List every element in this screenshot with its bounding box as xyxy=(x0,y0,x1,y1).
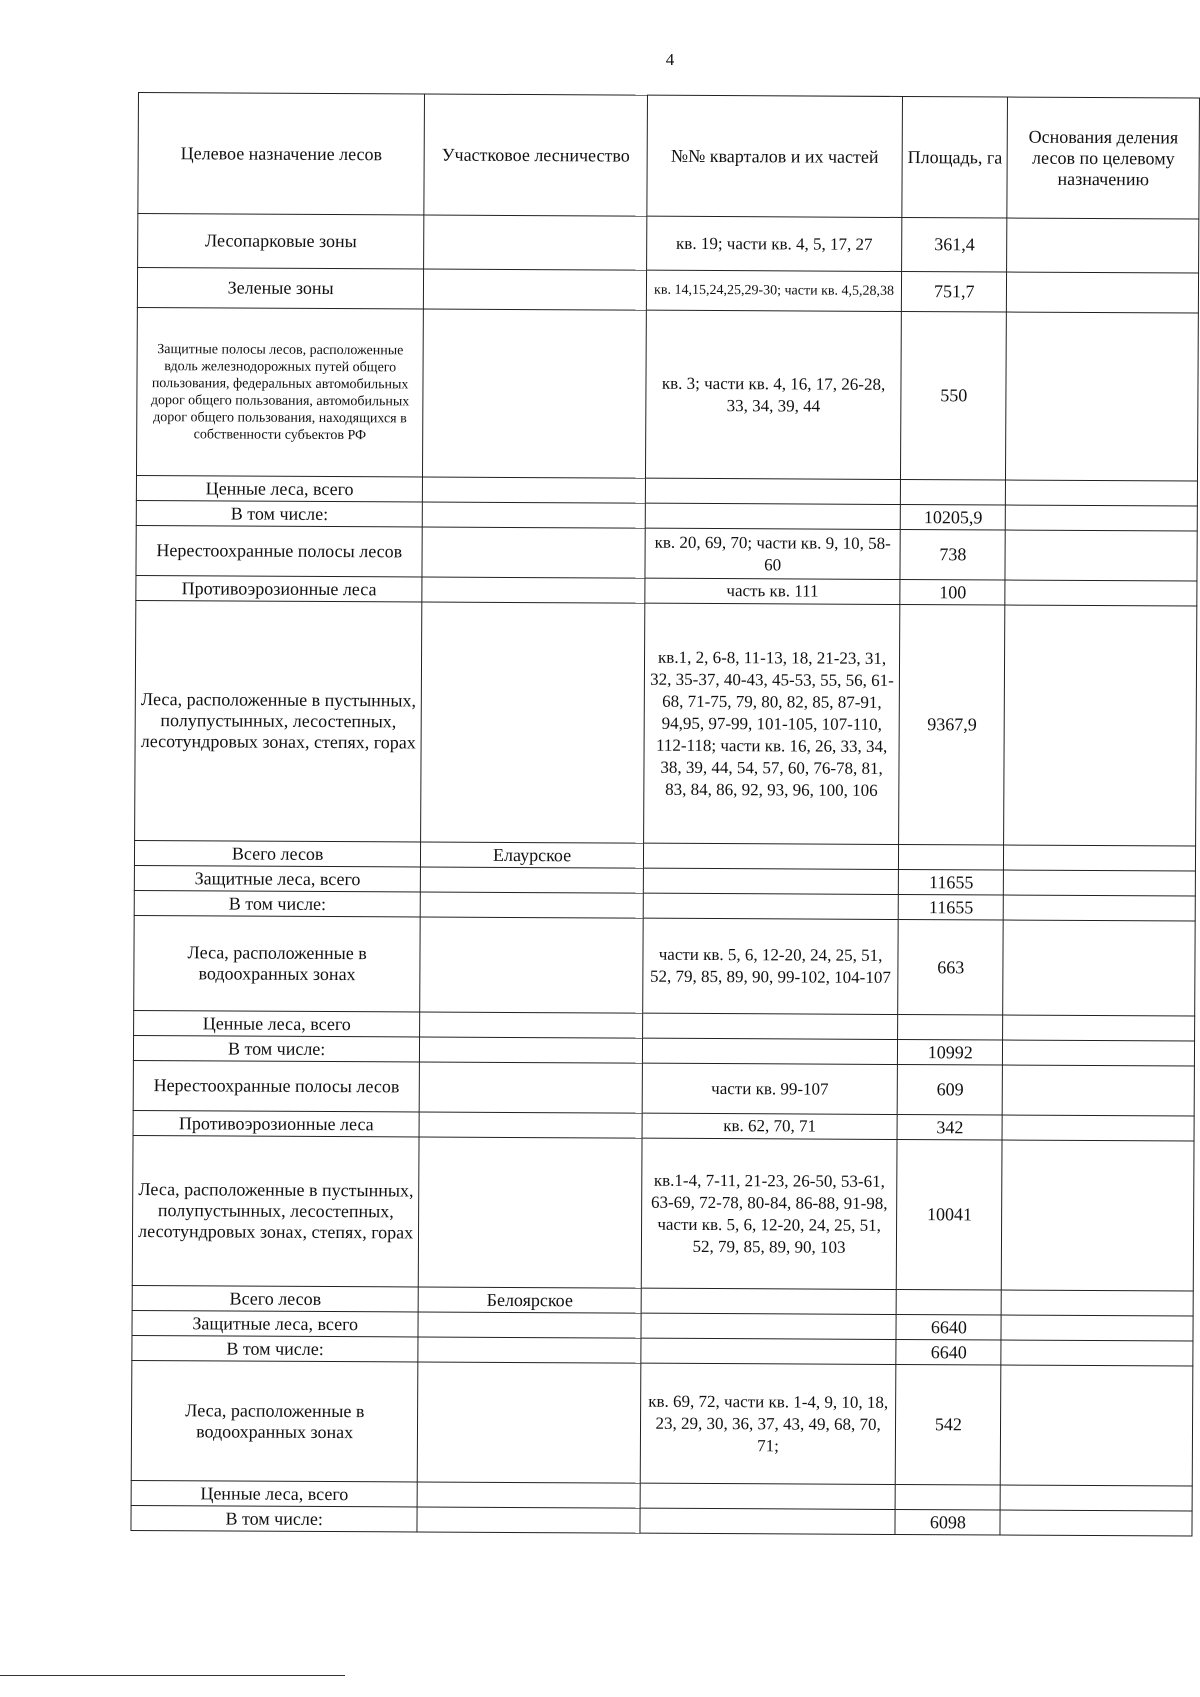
quarters-cell xyxy=(640,1483,896,1509)
district-cell xyxy=(421,602,645,843)
area-cell xyxy=(895,1484,1000,1510)
basis-cell xyxy=(1005,530,1197,581)
purpose-cell: Нерестоохранные полосы лесов xyxy=(133,1060,420,1111)
quarters-cell: кв.1, 2, 6-8, 11-13, 18, 21-23, 31, 32, 35-37, 40-43, 45-53, 55, 56, 61-68, 71-75, 79, 80, 82, 85, 87-91, 94,95, 97-99, 101-105, 107-110, 112-118; части кв. 16, 26, 33, 34, 38, 39, 44, 54, 57, 60, 76-78, 81, 83, 84, 86, 92, 93, 96, 100, 106 xyxy=(643,603,900,844)
area-cell: 6098 xyxy=(895,1509,1000,1535)
quarters-cell xyxy=(645,503,901,529)
purpose-cell: Зеленые зоны xyxy=(137,268,424,309)
table-row xyxy=(134,915,1195,1016)
basis-cell xyxy=(1006,312,1199,481)
basis-cell xyxy=(1006,480,1198,506)
purpose-cell: В том числе: xyxy=(136,500,422,526)
basis-cell xyxy=(1007,218,1199,273)
table-row xyxy=(132,1135,1194,1291)
district-cell xyxy=(424,269,647,310)
table-row xyxy=(136,307,1198,481)
purpose-cell: Лесопарковые зоны xyxy=(138,214,425,269)
page-number: 4 xyxy=(665,50,675,69)
quarters-cell: кв. 62, 70, 71 xyxy=(642,1113,898,1139)
quarters-cell xyxy=(643,868,899,894)
basis-cell xyxy=(1001,1340,1193,1366)
table-row xyxy=(135,600,1197,846)
purpose-cell: Леса, расположенные в пустынных, полупустынных, лесостепных, лесотундровых зонах, степях, горах xyxy=(132,1135,419,1286)
district-cell xyxy=(420,1037,643,1063)
purpose-cell: Леса, расположенные в водоохранных зонах xyxy=(134,915,421,1011)
district-cell xyxy=(421,892,644,918)
district-cell xyxy=(418,1337,641,1363)
area-cell xyxy=(901,479,1006,505)
district-cell xyxy=(422,527,645,578)
table-row xyxy=(131,1360,1193,1486)
quarters-cell: кв. 19; части кв. 4, 5, 17, 27 xyxy=(646,216,902,271)
quarters-cell xyxy=(645,478,901,504)
district-cell xyxy=(422,577,645,603)
area-cell: 542 xyxy=(896,1364,1002,1485)
purpose-cell: Ценные леса, всего xyxy=(136,475,422,501)
district-cell xyxy=(419,1112,642,1138)
header-district: Участковое лесничество xyxy=(424,94,647,216)
district-cell xyxy=(421,867,644,893)
area-cell: 342 xyxy=(897,1114,1002,1140)
basis-cell xyxy=(1007,272,1199,313)
area-cell: 100 xyxy=(900,579,1005,605)
footnote-separator-line xyxy=(0,1675,345,1676)
basis-cell xyxy=(1004,895,1196,921)
district-cell xyxy=(418,1362,641,1483)
basis-cell xyxy=(1002,1140,1194,1291)
district-cell: Белоярское xyxy=(418,1287,641,1313)
quarters-cell: часть кв. 111 xyxy=(645,578,901,604)
quarters-cell xyxy=(643,893,899,919)
header-basis: Основания деления лесов по целевому назначению xyxy=(1007,97,1199,219)
area-cell: 10041 xyxy=(897,1139,1003,1290)
quarters-cell xyxy=(641,1313,897,1339)
quarters-cell xyxy=(643,843,899,869)
area-cell: 361,4 xyxy=(902,218,1007,273)
purpose-cell: В том числе: xyxy=(131,1505,417,1531)
district-cell xyxy=(423,309,646,478)
district-cell xyxy=(420,917,643,1013)
quarters-cell xyxy=(641,1288,897,1314)
basis-cell xyxy=(1001,1315,1193,1341)
purpose-cell: Леса, расположенные в пустынных, полупустынных, лесостепных, лесотундровых зонах, степях, горах xyxy=(135,600,423,841)
purpose-cell: Защитные леса, всего xyxy=(132,1310,418,1336)
quarters-cell: части кв. 99-107 xyxy=(642,1063,898,1114)
purpose-cell: Защитные леса, всего xyxy=(134,865,420,891)
forest-purpose-table xyxy=(130,92,1200,1537)
area-cell xyxy=(898,1014,1003,1040)
basis-cell xyxy=(1004,605,1197,846)
area-cell xyxy=(899,844,1004,870)
quarters-cell: кв. 20, 69, 70; части кв. 9, 10, 58-60 xyxy=(645,528,901,579)
basis-cell xyxy=(1000,1510,1192,1536)
district-cell xyxy=(420,1012,643,1038)
district-cell xyxy=(424,215,647,270)
basis-cell xyxy=(1003,1015,1195,1041)
basis-cell xyxy=(1000,1485,1192,1511)
purpose-cell: Нерестоохранные полосы лесов xyxy=(136,525,423,576)
area-cell: 6640 xyxy=(896,1314,1001,1340)
purpose-cell: В том числе: xyxy=(134,890,420,916)
purpose-cell: В том числе: xyxy=(133,1035,419,1061)
area-cell: 10205,9 xyxy=(901,504,1006,530)
area-cell: 10992 xyxy=(898,1039,1003,1065)
basis-cell xyxy=(1003,1040,1195,1066)
basis-cell xyxy=(1001,1365,1193,1486)
table-row xyxy=(131,1505,1192,1536)
area-cell: 9367,9 xyxy=(899,604,1005,845)
district-cell: Елаурское xyxy=(421,842,644,868)
basis-cell xyxy=(1005,580,1197,606)
purpose-cell: Ценные леса, всего xyxy=(131,1480,417,1506)
basis-cell xyxy=(1006,505,1198,531)
area-cell: 6640 xyxy=(896,1339,1001,1365)
purpose-cell: Противоэрозионные леса xyxy=(133,1110,419,1136)
basis-cell xyxy=(1002,1115,1194,1141)
area-cell xyxy=(896,1289,1001,1315)
quarters-cell: кв. 3; части кв. 4, 16, 17, 26-28, 33, 34, 39, 44 xyxy=(645,310,901,479)
quarters-cell: части кв. 5, 6, 12-20, 24, 25, 51, 52, 79, 85, 89, 90, 99-102, 104-107 xyxy=(643,918,899,1014)
quarters-cell xyxy=(642,1013,898,1039)
purpose-cell: Ценные леса, всего xyxy=(134,1010,420,1036)
quarters-cell xyxy=(641,1338,897,1364)
purpose-cell: Защитные полосы лесов, расположенные вдоль железнодорожных путей общего пользования, федеральных автомобильных дорог общего пользования, автомобильных дорог общего пользования, находящихся в собственности субъектов РФ xyxy=(136,307,423,476)
quarters-cell: кв.1-4, 7-11, 21-23, 26-50, 53-61, 63-69, 72-78, 80-84, 86-88, 91-98, части кв. 5, 6, 12-20, 24, 25, 51, 52, 79, 85, 89, 90, 103 xyxy=(641,1138,897,1289)
basis-cell xyxy=(1004,845,1196,871)
table-row xyxy=(138,214,1199,274)
header-purpose: Целевое назначение лесов xyxy=(138,93,425,215)
district-cell xyxy=(419,1137,642,1288)
purpose-cell: Всего лесов xyxy=(134,840,420,866)
basis-cell xyxy=(1003,1065,1195,1116)
purpose-cell: Противоэрозионные леса xyxy=(136,575,422,601)
table-row xyxy=(133,1060,1194,1116)
quarters-cell xyxy=(642,1038,898,1064)
area-cell: 609 xyxy=(897,1064,1002,1115)
basis-cell xyxy=(1004,870,1196,896)
quarters-cell: кв. 14,15,24,25,29-30; части кв. 4,5,28,38 xyxy=(646,270,902,311)
quarters-cell: кв. 69, 72, части кв. 1-4, 9, 10, 18, 23, 29, 30, 36, 37, 43, 49, 68, 70, 71; xyxy=(640,1363,896,1484)
header-area: Площадь, га xyxy=(902,97,1008,219)
area-cell: 11655 xyxy=(898,894,1003,920)
quarters-cell xyxy=(640,1508,896,1534)
area-cell: 550 xyxy=(901,312,1007,481)
purpose-cell: Всего лесов xyxy=(132,1285,418,1311)
table-row xyxy=(136,525,1197,581)
district-cell xyxy=(417,1507,640,1533)
purpose-cell: Леса, расположенные в водоохранных зонах xyxy=(131,1360,418,1481)
area-cell: 11655 xyxy=(899,869,1004,895)
district-cell xyxy=(423,477,646,503)
table-header-row xyxy=(138,93,1200,220)
district-cell xyxy=(417,1482,640,1508)
header-quarters: №№ кварталов и их частей xyxy=(647,95,903,217)
basis-cell xyxy=(1003,920,1195,1016)
area-cell: 738 xyxy=(900,529,1005,580)
basis-cell xyxy=(1001,1290,1193,1316)
district-cell xyxy=(420,1062,643,1113)
purpose-cell: В том числе: xyxy=(132,1335,418,1361)
area-cell: 751,7 xyxy=(902,272,1007,313)
district-cell xyxy=(423,502,646,528)
area-cell: 663 xyxy=(898,919,1004,1015)
district-cell xyxy=(418,1312,641,1338)
table-row xyxy=(137,268,1198,314)
